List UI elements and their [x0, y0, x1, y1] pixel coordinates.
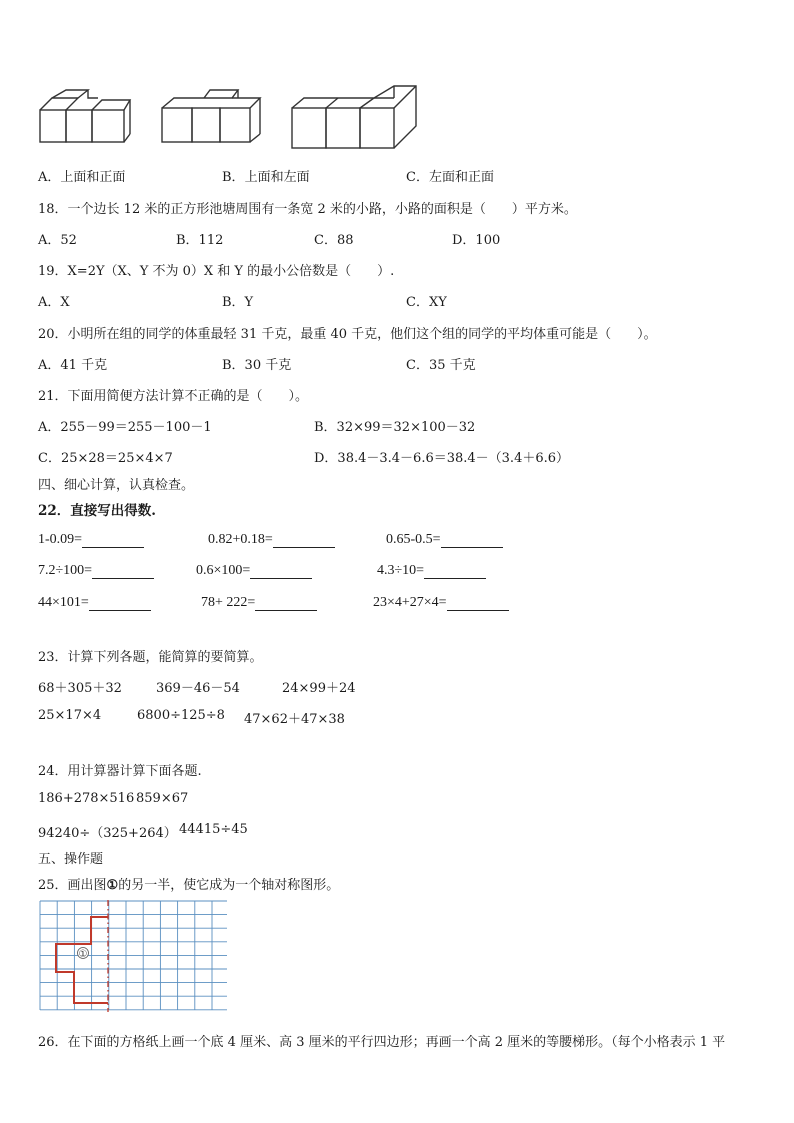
answer-blank[interactable]: [273, 533, 335, 548]
q25-stem-start: 25．画出图: [38, 878, 107, 893]
q22-expression: 0.65-0.5=: [386, 532, 441, 547]
q22-item: [377, 563, 486, 579]
answer-blank[interactable]: [89, 596, 151, 611]
q23-expression: 68＋305＋32: [38, 681, 122, 696]
q22-expression: 78+ 222=: [201, 595, 256, 610]
q19-option-c: C．XY: [406, 295, 447, 310]
answer-blank[interactable]: [424, 564, 486, 579]
answer-blank[interactable]: [255, 596, 317, 611]
q21-option-a: A．255－99＝255－100－1: [38, 420, 212, 435]
q21-option-d: D．38.4－3.4－6.6＝38.4－（3.4＋6.6）: [314, 451, 570, 466]
cube-figure-b: [160, 88, 266, 148]
q23-stem: 23．计算下列各题，能简算的要简算。: [38, 650, 263, 665]
q18-stem: 18．一个边长 12 米的正方形池塘周围有一条宽 2 米的小路，小路的面积是（ ）平方米。: [38, 202, 577, 217]
q25-grid-figure: [39, 900, 229, 1012]
q24-expression: 859×67: [136, 791, 189, 806]
q19-option-a: A．X: [38, 295, 70, 310]
q23-expression: 47×62＋47×38: [244, 712, 345, 727]
q22-expression: 0.6×100=: [196, 563, 251, 578]
q22-item: [38, 595, 151, 611]
q18-option-b: B．112: [176, 233, 224, 248]
circled-number-one: ①: [106, 878, 119, 893]
q22-expression: 44×101=: [38, 595, 89, 610]
q22-stem: 22．直接写出得数.: [38, 503, 156, 519]
q25-stem: [38, 874, 339, 893]
q17-option-b-text: 上面和左面: [244, 170, 310, 185]
q23-expression: 6800÷125÷8: [137, 708, 225, 723]
q22-item: [38, 532, 144, 548]
q17-option-a: [38, 166, 125, 185]
q19-option-b: B．Y: [222, 295, 254, 310]
q20-option-a: A．41 千克: [38, 358, 108, 373]
half-shape-outline: [56, 917, 108, 1003]
q23-expression: 24×99＋24: [282, 681, 356, 696]
q19-stem: 19．X=2Y（X、Y 不为 0）X 和 Y 的最小公倍数是（ ）.: [38, 264, 395, 279]
q18-option-a: A．52: [38, 233, 77, 248]
section-4-heading: 四、细心计算，认真检查。: [38, 478, 195, 493]
q20-stem: 20．小明所在组的同学的体重最轻 31 千克，最重 40 千克，他们这个组的同学的平均体重可能是（ ）。: [38, 327, 657, 342]
q22-item: [386, 532, 503, 548]
answer-blank[interactable]: [447, 596, 509, 611]
q20-option-c: C．35 千克: [406, 358, 476, 373]
q17-option-b: [222, 166, 310, 185]
cube-figure-c: [290, 84, 422, 152]
q22-expression: 1-0.09=: [38, 532, 83, 547]
q23-expression: 25×17×4: [38, 708, 102, 723]
q18-option-c: C．88: [314, 233, 354, 248]
q21-option-c: C．25×28＝25×4×7: [38, 451, 173, 466]
q22-item: [196, 563, 312, 579]
q22-expression: 23×4+27×4=: [373, 595, 447, 610]
q22-item: [208, 532, 335, 548]
q22-expression: 4.3÷10=: [377, 563, 425, 578]
q23-expression: 369－46－54: [156, 681, 240, 696]
answer-blank[interactable]: [250, 564, 312, 579]
q17-option-c: [406, 166, 494, 185]
q24-stem: 24．用计算器计算下面各题.: [38, 764, 202, 779]
q22-expression: 0.82+0.18=: [208, 532, 273, 547]
q25-stem-end: 的另一半，使它成为一个轴对称图形。: [118, 878, 340, 893]
answer-blank[interactable]: [82, 533, 144, 548]
cube-figure-a: [38, 88, 134, 146]
q22-item: [373, 595, 509, 611]
section-5-heading: 五、操作题: [38, 852, 104, 867]
q22-item: [201, 595, 317, 611]
q21-stem: 21．下面用简便方法计算不正确的是（ ）。: [38, 389, 309, 404]
q20-option-b: B．30 千克: [222, 358, 292, 373]
q22-item: [38, 563, 154, 579]
answer-blank[interactable]: [441, 533, 503, 548]
q17-option-a-letter: A．: [38, 170, 61, 185]
answer-blank[interactable]: [92, 564, 154, 579]
q21-option-b: B．32×99＝32×100－32: [314, 420, 476, 435]
q24-expression: 186+278×516: [38, 791, 135, 806]
q17-option-b-letter: B．: [222, 170, 245, 185]
q17-option-c-text: 左面和正面: [428, 170, 494, 185]
q24-expression: 94240÷（325+264）: [38, 826, 177, 841]
q22-expression: 7.2÷100=: [38, 563, 93, 578]
q17-option-c-letter: C．: [406, 170, 429, 185]
q17-option-a-text: 上面和正面: [60, 170, 126, 185]
q24-expression: 44415÷45: [179, 822, 248, 837]
figure-one-label: ①: [78, 949, 88, 960]
q18-option-d: D．100: [452, 233, 501, 248]
q26-stem: 26．在下面的方格纸上画一个底 4 厘米、高 3 厘米的平行四边形；再画一个高 2 厘米的等腰梯形。（每个小格表示 1 平: [38, 1035, 726, 1050]
